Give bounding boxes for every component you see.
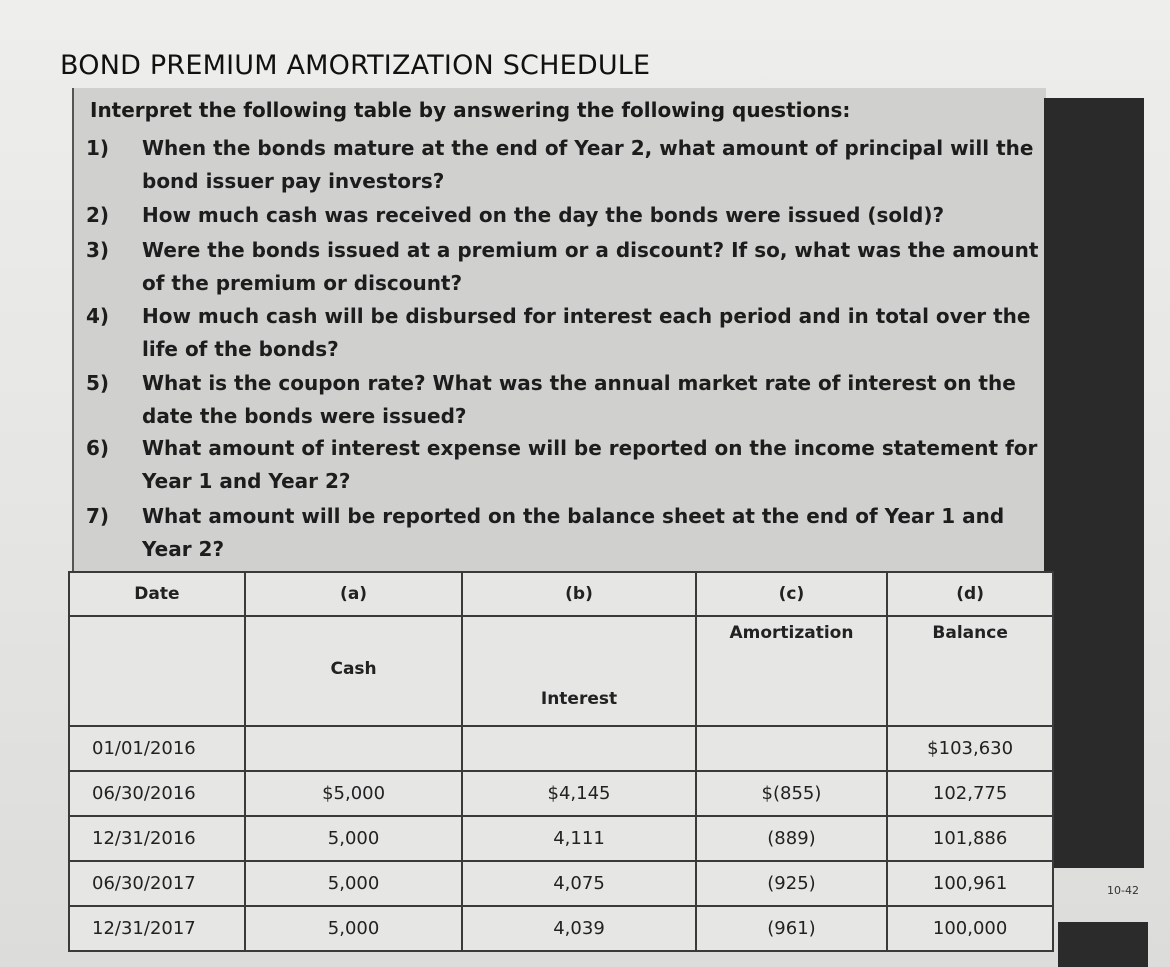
- header-a: (a): [245, 572, 462, 616]
- table-subheader-row: [69, 616, 1053, 726]
- subheader-date: [69, 616, 245, 726]
- cell-amortization: $(855): [696, 771, 888, 816]
- table-row: [69, 726, 1053, 771]
- cell-date: 12/31/2016: [69, 816, 245, 861]
- cell-amortization: (925): [696, 861, 888, 906]
- question-number: 6): [86, 436, 110, 460]
- cell-cash: $5,000: [245, 771, 462, 816]
- cell-interest: 4,039: [462, 906, 695, 951]
- question-number: 2): [86, 203, 110, 227]
- question-text: When the bonds mature at the end of Year 2, what amount of principal will the bond issuer pay investors?: [142, 136, 1034, 193]
- cell-date: 01/01/2016: [69, 726, 245, 771]
- cell-amortization: (889): [696, 816, 888, 861]
- cell-cash: 5,000: [245, 861, 462, 906]
- subheader-amortization: Amortization: [729, 623, 854, 643]
- header-d: (d): [887, 572, 1053, 616]
- amortization-table: [68, 571, 1054, 952]
- header-b: (b): [462, 572, 695, 616]
- dark-corner-block: [1058, 922, 1148, 967]
- cell-date: 06/30/2016: [69, 771, 245, 816]
- page-title: BOND PREMIUM AMORTIZATION SCHEDULE: [60, 50, 651, 81]
- dark-margin-bar: [1044, 98, 1144, 868]
- cell-interest: 4,075: [462, 861, 695, 906]
- cell-date: 12/31/2017: [69, 906, 245, 951]
- page-number: 10-42: [1107, 884, 1139, 897]
- header-date: Date: [69, 572, 245, 616]
- cell-amortization: [696, 726, 888, 771]
- cell-balance: $103,630: [887, 726, 1053, 771]
- question-text: How much cash will be disbursed for interest each period and in total over the life of the bonds?: [142, 304, 1031, 361]
- cell-interest: $4,145: [462, 771, 695, 816]
- question-number: 7): [86, 504, 110, 528]
- question-text: How much cash was received on the day the bonds were issued (sold)?: [142, 203, 945, 227]
- cell-balance: 102,775: [887, 771, 1053, 816]
- cell-interest: [462, 726, 695, 771]
- header-c: (c): [696, 572, 888, 616]
- question-number: 1): [86, 136, 110, 160]
- table-row: [69, 771, 1053, 816]
- cell-cash: 5,000: [245, 906, 462, 951]
- cell-amortization: (961): [696, 906, 888, 951]
- question-number: 3): [86, 238, 110, 262]
- cell-cash: 5,000: [245, 816, 462, 861]
- cell-balance: 101,886: [887, 816, 1053, 861]
- question-number: 4): [86, 304, 110, 328]
- question-number: 5): [86, 371, 110, 395]
- instructions-text: Interpret the following table by answering the following questions:: [90, 98, 851, 122]
- question-text: Were the bonds issued at a premium or a discount? If so, what was the amount of the premium or discount?: [142, 238, 1039, 295]
- subheader-balance: Balance: [932, 623, 1008, 643]
- cell-date: 06/30/2017: [69, 861, 245, 906]
- cell-balance: 100,000: [887, 906, 1053, 951]
- question-text: What amount will be reported on the balance sheet at the end of Year 1 and Year 2?: [142, 504, 1005, 561]
- cell-balance: 100,961: [887, 861, 1053, 906]
- subheader-cash: Cash: [330, 659, 377, 679]
- table-row: [69, 816, 1053, 861]
- subheader-interest: Interest: [540, 689, 618, 709]
- table-header-row: [69, 572, 1053, 616]
- question-text: What is the coupon rate? What was the annual market rate of interest on the date the bonds were issued?: [142, 371, 1016, 428]
- question-text: What amount of interest expense will be reported on the income statement for Year 1 and Year 2?: [142, 436, 1038, 493]
- cell-cash: [245, 726, 462, 771]
- cell-interest: 4,111: [462, 816, 695, 861]
- table-row: [69, 861, 1053, 906]
- table-row: [69, 906, 1053, 951]
